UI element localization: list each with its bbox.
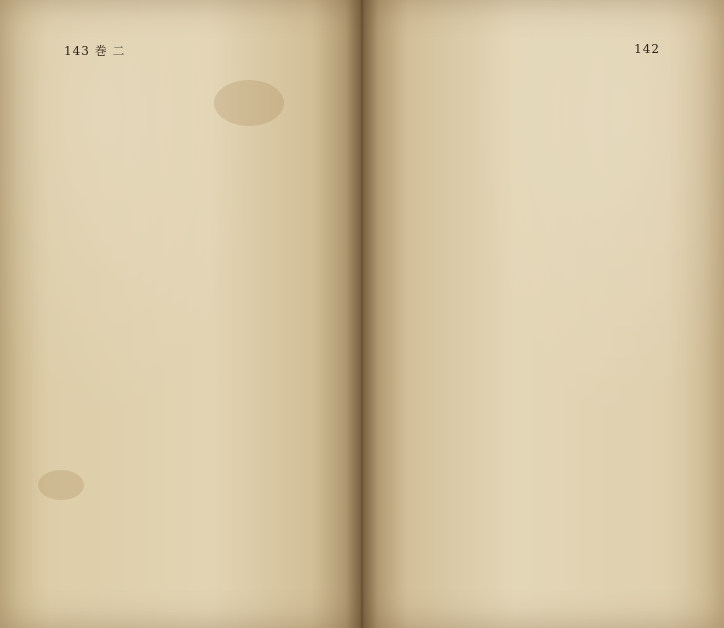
left-page-folio: 143 巻 二: [64, 44, 126, 58]
right-page-folio: 142: [634, 42, 660, 56]
right-page: [362, 0, 724, 628]
left-page-text: [62, 64, 312, 596]
